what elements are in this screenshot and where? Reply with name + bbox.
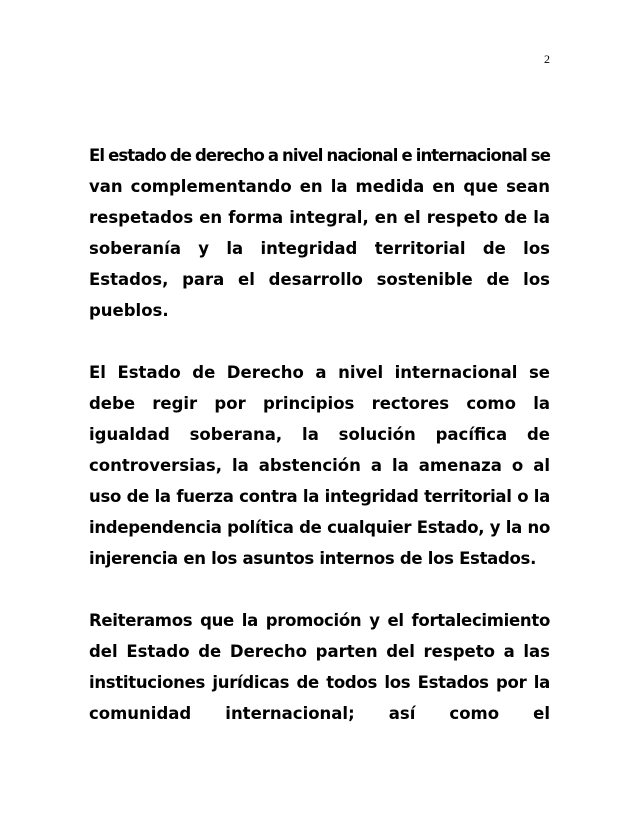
paragraph-2: [89, 357, 550, 574]
text-line: El estado de derecho a nivel nacional e internacional se: [89, 146, 550, 165]
text-line: El Estado de Derecho a nivel internacional se: [89, 363, 550, 382]
text-line: injerencia en los asuntos internos de los Estados.: [89, 549, 537, 568]
paragraph-1: [89, 140, 550, 326]
text-line: uso de la fuerza contra la integridad territorial o la: [89, 487, 550, 506]
text-line: pueblos.: [89, 301, 169, 320]
text-line: controversias, la abstención a la amenaza o al: [89, 456, 550, 475]
text-line: igualdad soberana, la solución pacífica de: [89, 425, 550, 444]
text-line: van complementando en la medida en que sean: [89, 177, 550, 196]
text-line: respetados en forma integral, en el respeto de la: [89, 208, 550, 227]
text-line: independencia política de cualquier Estado, y la no: [89, 518, 550, 537]
text-line: del Estado de Derecho parten del respeto a las: [89, 642, 550, 661]
page-number: 2: [544, 52, 550, 66]
text-line: Reiteramos que la promoción y el fortalecimiento: [89, 611, 550, 630]
text-line: comunidad internacional; así como el: [89, 704, 550, 723]
document-body: [89, 140, 550, 760]
text-line: debe regir por principios rectores como la: [89, 394, 550, 413]
text-line: Estados, para el desarrollo sostenible de los: [89, 270, 550, 289]
text-line: instituciones jurídicas de todos los Estados por la: [89, 673, 550, 692]
paragraph-3: [89, 605, 550, 729]
text-line: soberanía y la integridad territorial de los: [89, 239, 550, 258]
